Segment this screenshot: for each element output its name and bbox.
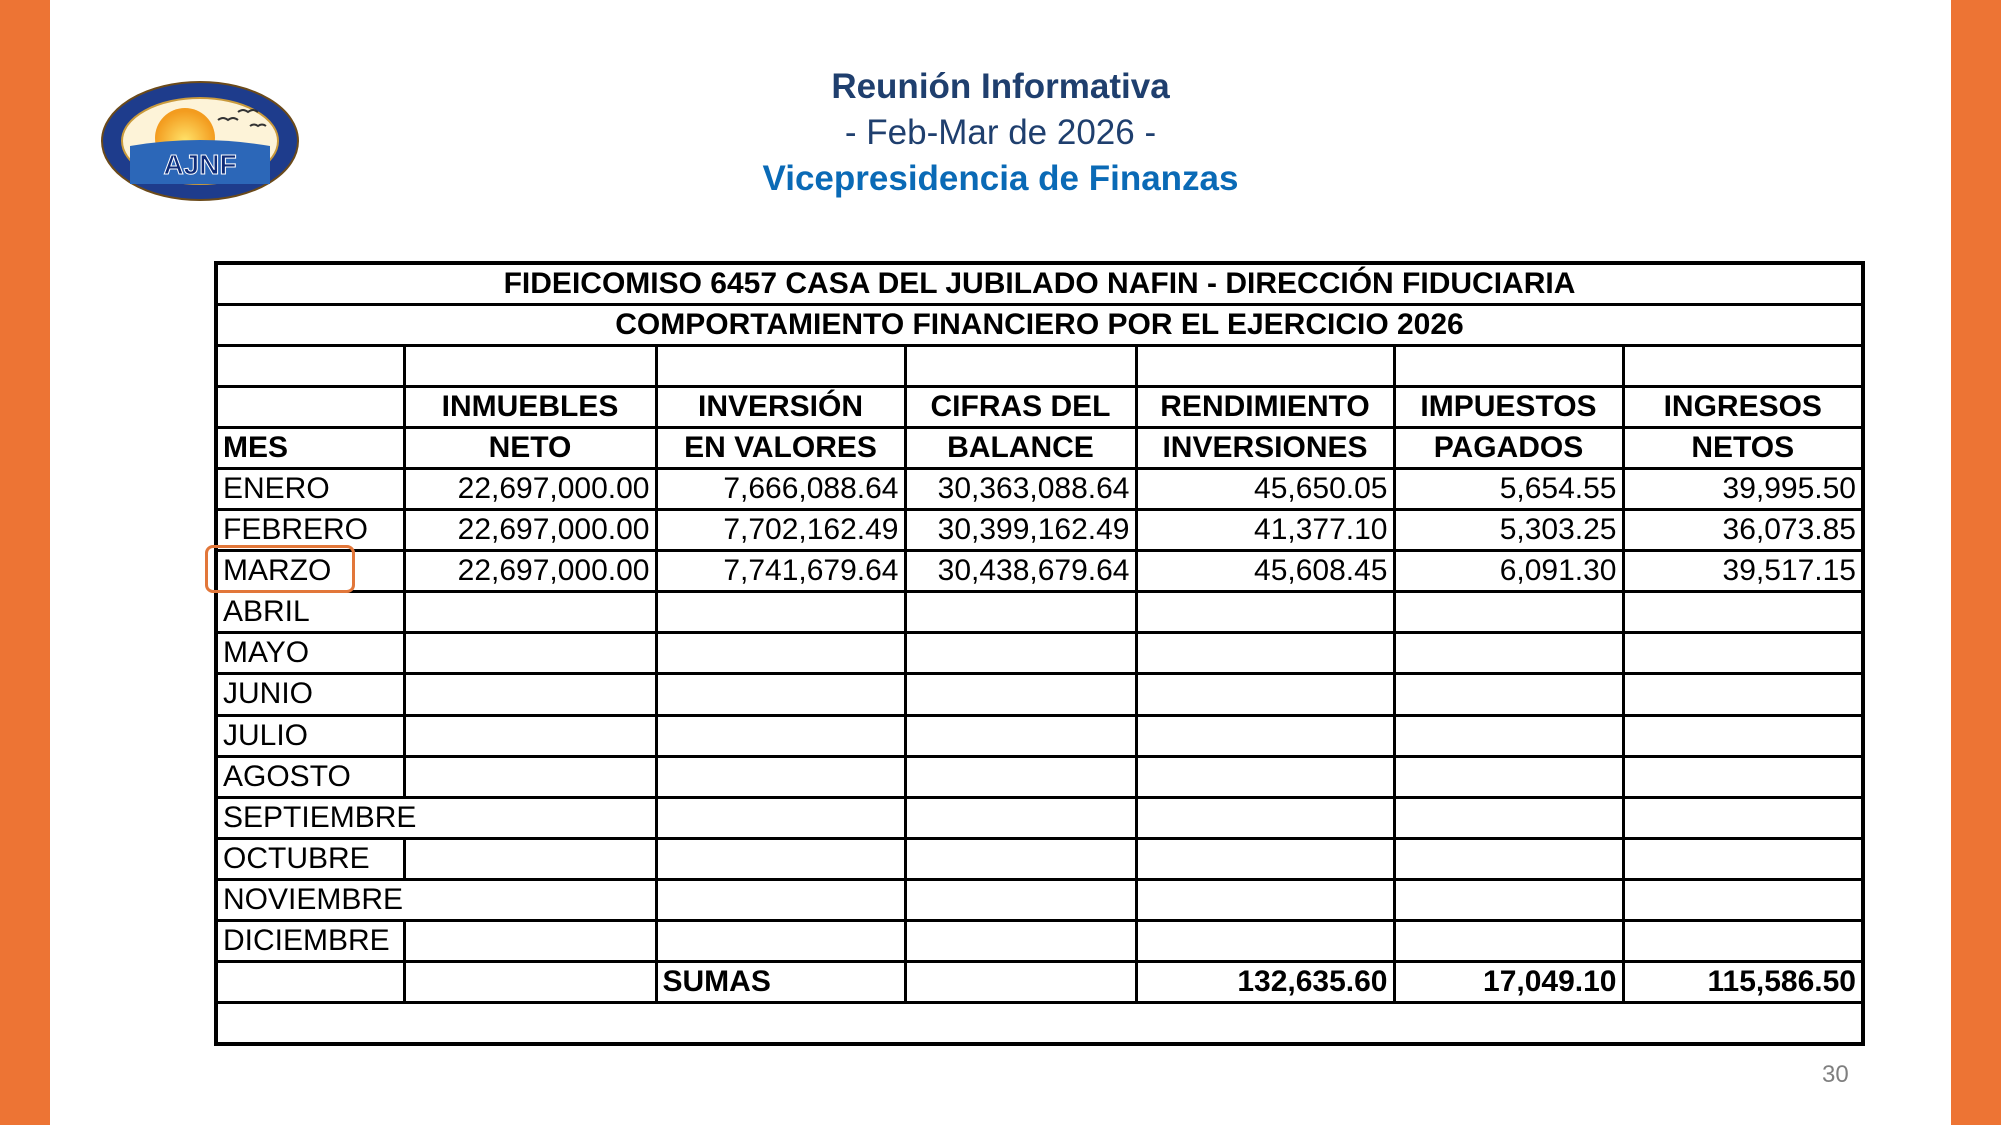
- header-cell: PAGADOS: [1394, 428, 1623, 469]
- table-title-row: [216, 263, 1863, 305]
- month-cell: AGOSTO: [216, 756, 404, 797]
- value-cell: 6,091.30: [1394, 551, 1623, 592]
- value-cell: 30,363,088.64: [905, 469, 1136, 510]
- header-cell: EN VALORES: [656, 428, 905, 469]
- value-cell: 5,654.55: [1394, 469, 1623, 510]
- header-cell: NETOS: [1623, 428, 1863, 469]
- totals-row: [216, 961, 1863, 1002]
- table-title: FIDEICOMISO 6457 CASA DEL JUBILADO NAFIN - DIRECCIÓN FIDUCIARIA: [216, 263, 1863, 305]
- header-cell-mes: MES: [216, 428, 404, 469]
- value-cell: 45,608.45: [1136, 551, 1394, 592]
- value-cell: 22,697,000.00: [404, 469, 656, 510]
- slide-title: Reunión Informativa: [831, 67, 1170, 106]
- header-cell: INVERSIONES: [1136, 428, 1394, 469]
- month-cell: JULIO: [216, 715, 404, 756]
- slide-subtitle: - Feb-Mar de 2026 -: [844, 113, 1157, 152]
- header-cell: [216, 387, 404, 428]
- value-cell: 41,377.10: [1136, 510, 1394, 551]
- table-row: [216, 879, 1863, 920]
- month-cell: OCTUBRE: [216, 838, 404, 879]
- left-accent-bar: [0, 0, 50, 1125]
- header-cell: INGRESOS: [1623, 387, 1863, 428]
- table-row: [216, 674, 1863, 715]
- value-cell: 39,517.15: [1623, 551, 1863, 592]
- header-row-bottom: [216, 428, 1863, 469]
- month-cell: FEBRERO: [216, 510, 404, 551]
- month-cell: ENERO: [216, 469, 404, 510]
- header-cell: NETO: [404, 428, 656, 469]
- logo-text: AJNF: [163, 149, 237, 180]
- month-cell: SEPTIEMBRE: [216, 797, 404, 838]
- value-cell: 39,995.50: [1623, 469, 1863, 510]
- header-cell: INVERSIÓN: [656, 387, 905, 428]
- table-row: [216, 756, 1863, 797]
- table-row: [216, 920, 1863, 961]
- value-cell: 22,697,000.00: [404, 510, 656, 551]
- month-cell: NOVIEMBRE: [216, 879, 404, 920]
- header-cell: CIFRAS DEL: [905, 387, 1136, 428]
- table-row: [216, 510, 1863, 551]
- highlight-box-marzo: [205, 545, 355, 593]
- table-row: [216, 797, 1863, 838]
- value-cell: 7,666,088.64: [656, 469, 905, 510]
- month-cell: MAYO: [216, 633, 404, 674]
- value-cell: 30,399,162.49: [905, 510, 1136, 551]
- header-row-top: [216, 387, 1863, 428]
- table-row: [216, 838, 1863, 879]
- table-row: [216, 551, 1863, 592]
- total-rendimiento: 132,635.60: [1136, 961, 1394, 1002]
- value-cell: 45,650.05: [1136, 469, 1394, 510]
- value-cell: 5,303.25: [1394, 510, 1623, 551]
- table-row: [216, 592, 1863, 633]
- table-row: [216, 469, 1863, 510]
- value-cell: 30,438,679.64: [905, 551, 1136, 592]
- month-cell: ABRIL: [216, 592, 404, 633]
- totals-label: SUMAS: [656, 961, 905, 1002]
- table-subtitle-row: [216, 305, 1863, 346]
- right-accent-bar: [1951, 0, 2001, 1125]
- table-subtitle: COMPORTAMIENTO FINANCIERO POR EL EJERCICIO 2026: [216, 305, 1863, 346]
- page-number: 30: [1822, 1061, 1849, 1088]
- slide-header: [50, 64, 1951, 202]
- value-cell: 22,697,000.00: [404, 551, 656, 592]
- footer-spacer-row: [216, 1002, 1863, 1044]
- total-ingresos: 115,586.50: [1623, 961, 1863, 1002]
- total-impuestos: 17,049.10: [1394, 961, 1623, 1002]
- value-cell: 7,741,679.64: [656, 551, 905, 592]
- month-cell: MARZO: [216, 551, 404, 592]
- header-cell: IMPUESTOS: [1394, 387, 1623, 428]
- month-cell: DICIEMBRE: [216, 920, 404, 961]
- spacer-row: [216, 346, 1863, 387]
- header-cell: BALANCE: [905, 428, 1136, 469]
- financial-table: [214, 261, 1865, 1046]
- table-row: [216, 715, 1863, 756]
- department-title: Vicepresidencia de Finanzas: [762, 159, 1239, 198]
- header-cell: RENDIMIENTO: [1136, 387, 1394, 428]
- value-cell: 36,073.85: [1623, 510, 1863, 551]
- table-row: [216, 633, 1863, 674]
- value-cell: 7,702,162.49: [656, 510, 905, 551]
- header-cell: INMUEBLES: [404, 387, 656, 428]
- month-cell: JUNIO: [216, 674, 404, 715]
